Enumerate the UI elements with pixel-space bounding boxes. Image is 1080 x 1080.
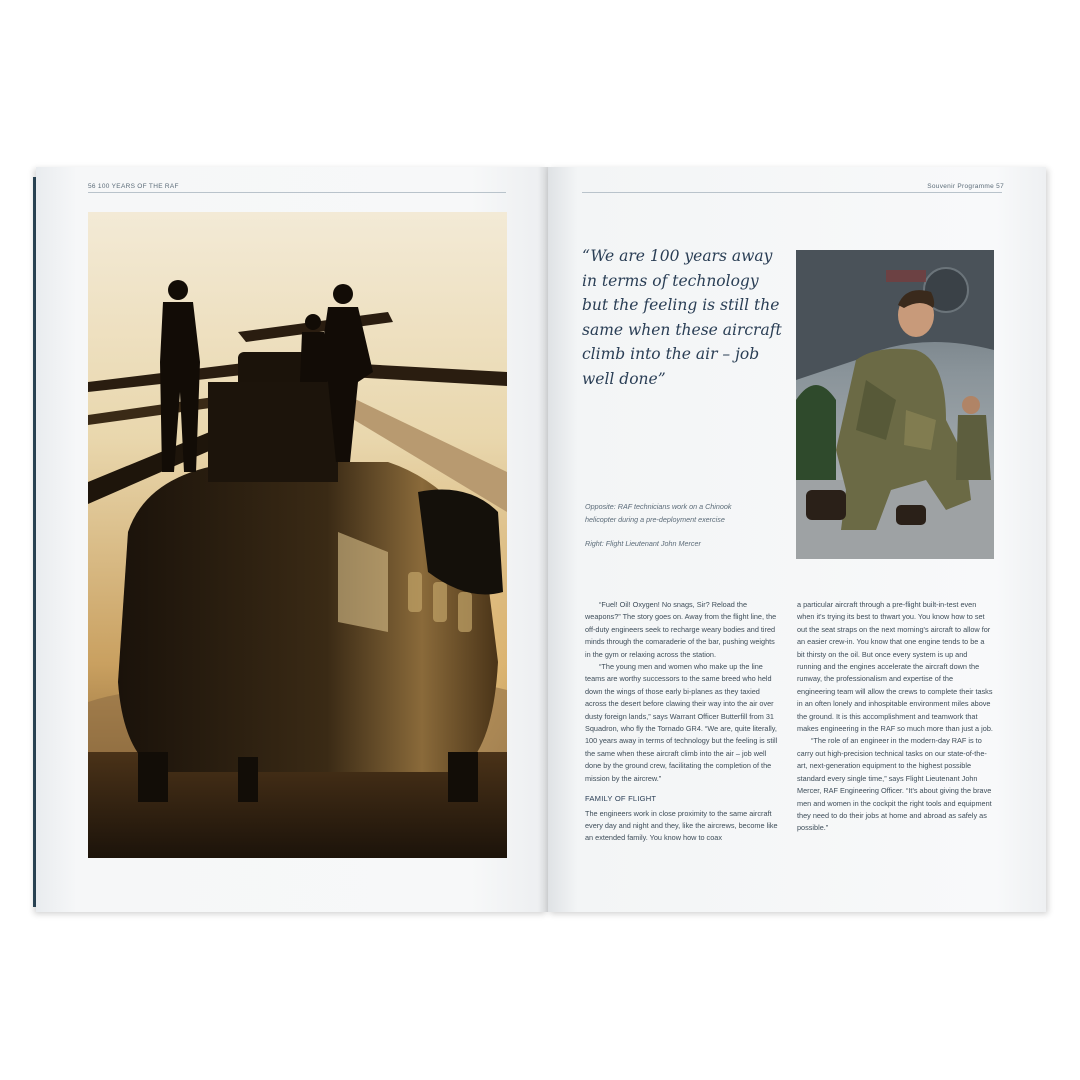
chinook-photo xyxy=(88,212,507,858)
paragraph: The engineers work in close proximity to the same aircraft every day and night and they, like the aircrews, become like an extended family. You know how to coax xyxy=(585,808,778,843)
left-folio: 56 100 YEARS OF THE RAF xyxy=(88,183,179,190)
paragraph: a particular aircraft through a pre-flight built-in-test even when it's trying its best to thwart you. You know how to set out the seat straps on the next morning's aircraft to allow for an easier crew-in. You know that one engine tends to be a bit thirsty on the oil. But once every system is up and running and the engines accelerate the aircraft down the runway, the professionalism and expertise of the engineering team will allow the crews to complete their tasks in an often lonely and inhospitable environment miles above the ground. It is this accomplishment and teamwork that makes engineering in the RAF so much more than just a job. xyxy=(797,600,993,734)
pull-quote: “We are 100 years away in terms of technology but the feeling is still the same when these aircraft climb into the air – job well done” xyxy=(582,247,782,388)
paragraph: “The young men and women who make up the line teams are worthy successors to the same breed who held down the wings of those early bi-planes as they taxied across the desert before clawing their way into the air over dusty foreign lands,” says Warrant Officer Butterfill from 31 Squadron, who fly the Tornado GR4. “We are, quite literally, 100 years away in terms of technology but the feeling is still the same when these aircraft climb into the air – job well done by the ground crew, facilitating the completion of the mission by the aircrew.” xyxy=(585,662,778,783)
right-page xyxy=(548,167,1046,912)
caption-right: Right: Flight Lieutenant John Mercer xyxy=(585,539,701,548)
paragraph: “Fuel! Oil! Oxygen! No snags, Sir? Reload the weapons?” The story goes on. Away from the flight line, the off-duty engineers seek to recharge weary bodies and tired minds through the comaraderie of the bar, pushing weights in the gym or relaxing across the station. xyxy=(585,600,777,659)
caption-opposite: Opposite: RAF technicians work on a Chinook helicopter during a pre-deployment exercise xyxy=(585,502,732,524)
body-column-2 xyxy=(797,599,993,835)
body-column-1 xyxy=(585,599,781,845)
captions xyxy=(585,501,745,551)
left-page xyxy=(36,167,548,912)
right-folio: Souvenir Programme 57 xyxy=(927,183,1004,190)
header-rule xyxy=(88,192,506,193)
section-heading: FAMILY OF FLIGHT xyxy=(585,794,657,804)
magazine-spread xyxy=(36,167,1046,912)
header-rule xyxy=(582,192,1002,193)
paragraph: “The role of an engineer in the modern-day RAF is to carry out high-precision technical tasks on our state-of-the-art, next-generation equipment to the highest possible standard every single time,” says Flight Lieutenant John Mercer, RAF Engineering Officer. “It's about giving the brave men and women in the cockpit the right tools and equipment they need to do their jobs at home and abroad as safely as possible.” xyxy=(797,736,992,833)
portrait-photo xyxy=(796,250,994,559)
